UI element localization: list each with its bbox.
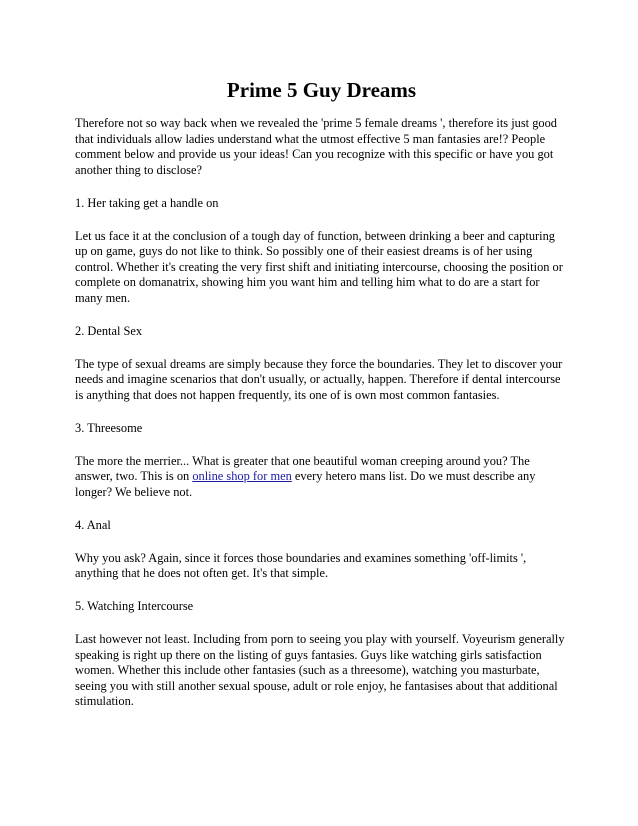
online-shop-link[interactable]: online shop for men: [192, 469, 292, 483]
document-title: Prime 5 Guy Dreams: [226, 78, 417, 102]
section-body-3: [75, 454, 568, 501]
section-heading-2: 2. Dental Sex: [75, 323, 143, 338]
section-body-3-text-before: The more the merrier... What is greater that one beautiful woman creeping around you? The answer, two. This is on: [75, 453, 530, 483]
section-body-1: Let us face it at the conclusion of a tough day of function, between drinking a beer and capturing up on game, guys do not like to think. So possibly one of their easiest dreams is of her using control. Whether it's creating the very first shift and initiating intercourse, choosing the position or complete on domanatrix, showing him you want him and telling him what to do are a start for many men.: [75, 228, 563, 305]
section-body-5: Last however not least. Including from porn to seeing you play with yourself. Voyeurism generally speaking is right up there on the listing of guys fantasies. Guys like watching girls satisfaction women. Whether this include other fantasies (such as a threesome), watching you masturbate, seeing you with still another sexual spouse, adult or role enjoy, he fantasises about that additional stimulation.: [75, 632, 565, 708]
section-heading-5: 5. Watching Intercourse: [75, 599, 194, 613]
section-body-4: Why you ask? Again, since it forces those boundaries and examines something 'off-limits ', anything that he does not often get. It's that simple.: [75, 550, 527, 580]
section-heading-4: 4. Anal: [75, 517, 111, 532]
section-body-3-text-after: every hetero mans list. Do we must describe any longer? We believe not.: [75, 469, 536, 499]
section-body-2: The type of sexual dreams are simply because they force the boundaries. They let to discover your needs and imagine scenarios that don't usually, or actually, happen. Therefore if dental intercourse is anything that does not happen frequently, its one of is own most common fantasies.: [75, 356, 563, 402]
section-heading-1: 1. Her taking get a handle on: [75, 195, 219, 210]
section-heading-3: 3. Threesome: [75, 420, 143, 435]
intro-paragraph: Therefore not so way back when we revealed the 'prime 5 female dreams ', therefore its just good that individuals allow ladies understand what the utmost effective 5 man fantasies are!? People comment below and provide us your ideas! Can you recognize with this specific or have you got another thing to disclose?: [75, 116, 558, 177]
